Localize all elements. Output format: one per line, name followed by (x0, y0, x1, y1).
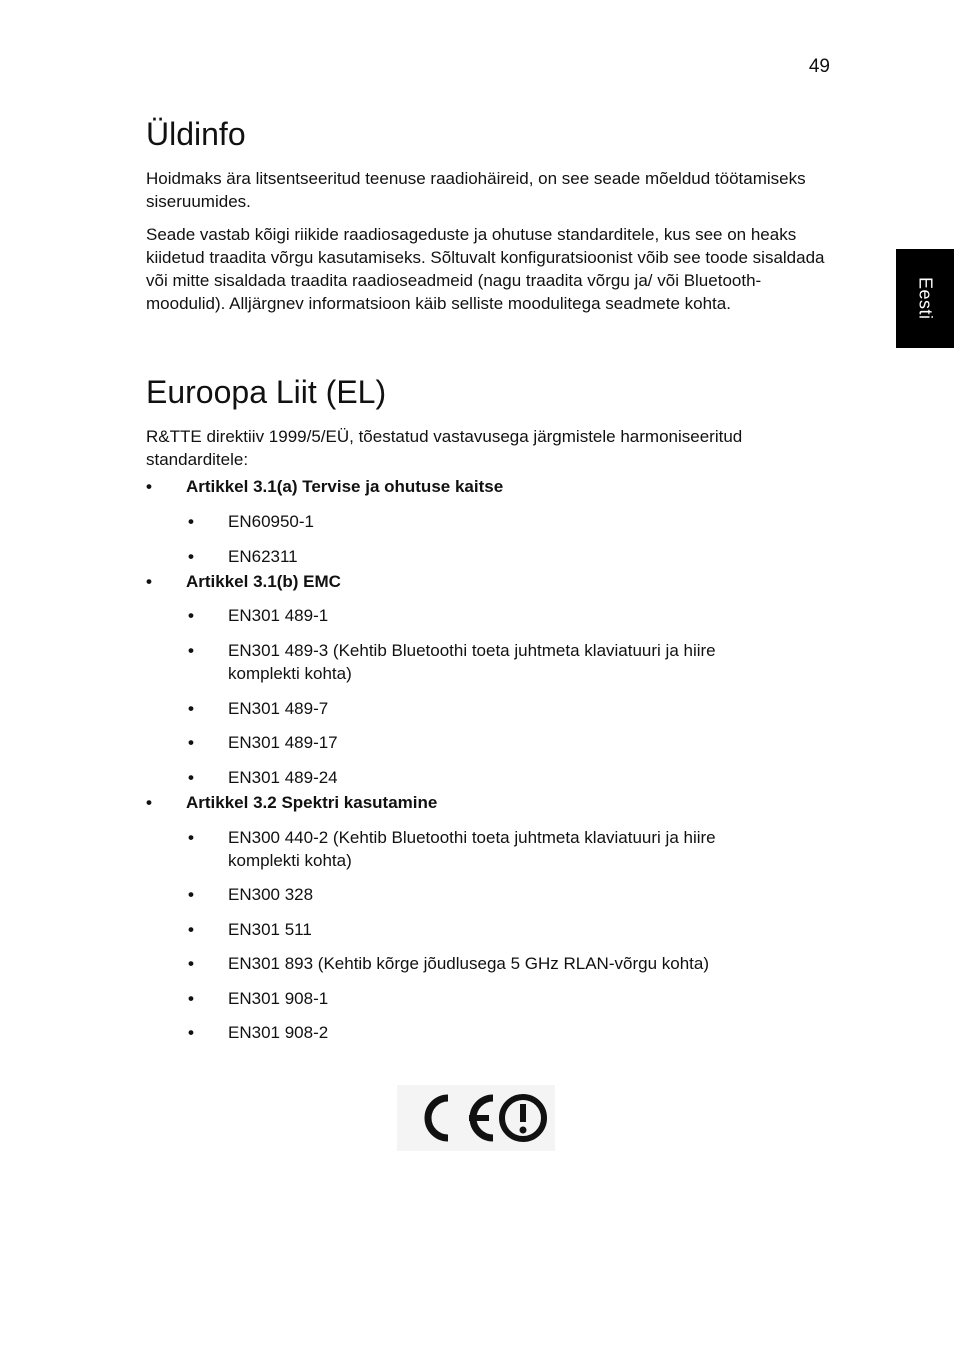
list-item-text: EN301 489-3 (Kehtib Bluetoothi toeta juhtmeta klaviatuuri ja hiire komplekti kohta) (228, 641, 716, 683)
bullet: • (188, 768, 194, 787)
list-item-text: EN300 440-2 (Kehtib Bluetoothi toeta juhtmeta klaviatuuri ja hiire komplekti kohta) (228, 828, 716, 870)
bullet: • (146, 572, 152, 591)
list-heading-text: Artikkel 3.2 Spektri kasutamine (186, 793, 438, 812)
bullet: • (188, 733, 194, 752)
ce-alert-mark-icon (397, 1085, 555, 1151)
paragraph-standards: Seade vastab kõigi riikide raadiosageduste ja ohutuse standarditele, kus see on heaks kiidetud traadita võrgu kasutamiseks. Sõltuvalt konfiguratsioonist võib see toode sisaldada või mitte sisaldada traadita raadioseadmeid (nagu traadita võrgu ja/ või Bluetooth-moodulid). Alljärgnev informatsioon käib selliste moodulitega seadmete kohta. (146, 225, 825, 313)
list-item-text: EN300 328 (228, 885, 314, 904)
section-title-eu: Euroopa Liit (EL) (146, 374, 387, 410)
list-item-text: EN301 893 (Kehtib kõrge jõudlusega 5 GHz RLAN-võrgu kohta) (228, 954, 709, 973)
list-item-text: EN301 489-7 (228, 699, 329, 718)
list-heading-text: Artikkel 3.1(b) EMC (186, 572, 341, 591)
list-item-text: EN301 908-2 (228, 1023, 329, 1042)
list-item-text: EN62311 (228, 547, 298, 566)
ce-alert-mark-logo (397, 1085, 555, 1151)
bullet: • (188, 1023, 194, 1042)
bullet: • (188, 606, 194, 625)
bullet: • (188, 512, 194, 531)
bullet: • (146, 477, 152, 496)
bullet: • (188, 954, 194, 973)
bullet: • (188, 885, 194, 904)
list-item-text: EN301 489-17 (228, 733, 338, 752)
language-tab-label: Eesti (915, 277, 936, 320)
page-number: 49 (808, 56, 830, 77)
bullet: • (188, 699, 194, 718)
bullet: • (188, 989, 194, 1008)
list-heading-text: Artikkel 3.1(a) Tervise ja ohutuse kaitse (186, 477, 504, 496)
section-title-general: Üldinfo (146, 116, 246, 152)
list-item-text: EN301 489-1 (228, 606, 329, 625)
paragraph-rtte-intro: R&TTE direktiiv 1999/5/EÜ, tõestatud vastavusega järgmistele harmoniseeritud standarditele: (146, 427, 743, 469)
bullet: • (188, 641, 194, 660)
list-item-text: EN301 511 (228, 920, 312, 939)
list-item-text: EN301 489-24 (228, 768, 338, 787)
bullet: • (188, 828, 194, 847)
language-tab (896, 249, 954, 348)
paragraph-indoor-use: Hoidmaks ära litsentseeritud teenuse raadiohäireid, on see seade mõeldud töötamiseks siseruumides. (146, 169, 806, 211)
bullet: • (188, 547, 194, 566)
bullet: • (146, 793, 152, 812)
list-item-text: EN60950-1 (228, 512, 315, 531)
list-item-text: EN301 908-1 (228, 989, 329, 1008)
bullet: • (188, 920, 194, 939)
